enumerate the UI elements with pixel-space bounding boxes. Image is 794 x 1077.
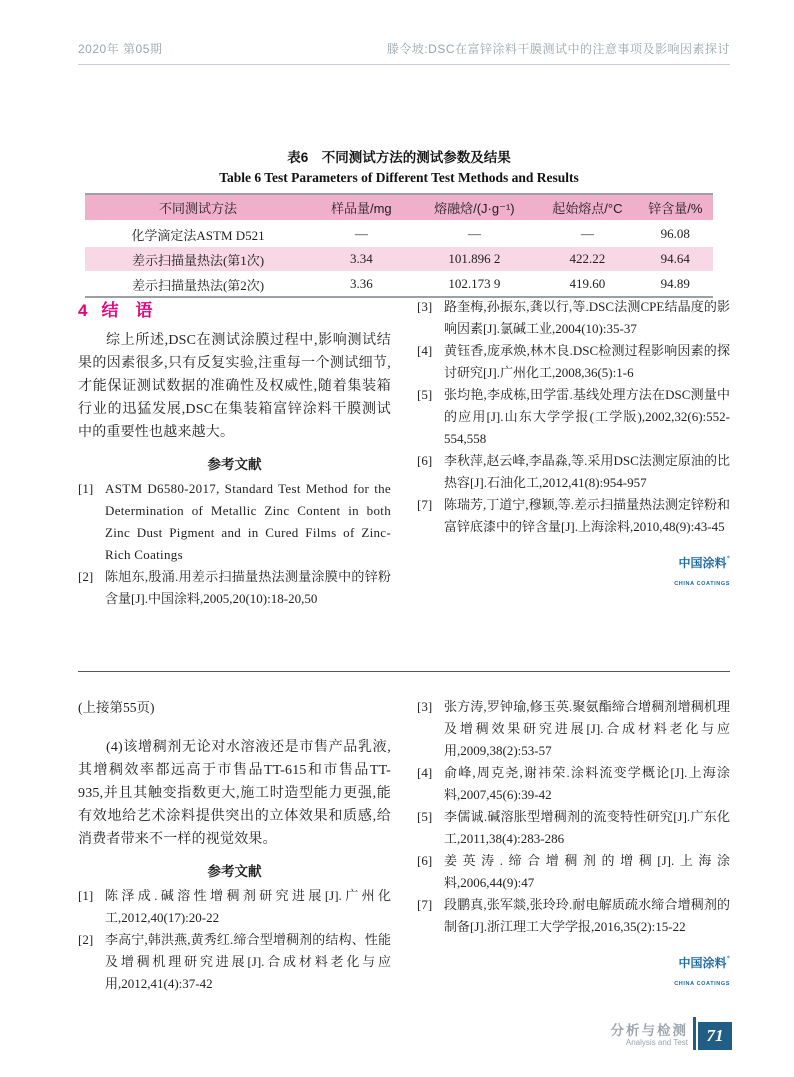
reference-number: [5] xyxy=(417,387,433,402)
reference-item xyxy=(417,762,730,806)
table-title-cn: 表6 不同测试方法的测试参数及结果 xyxy=(287,150,511,165)
reference-item xyxy=(417,384,730,450)
running-title: 滕令坡:DSC在富锌涂料干膜测试中的注意事项及影响因素探讨 xyxy=(386,42,730,56)
table-cell: — xyxy=(354,226,368,241)
table-cell: 化学滴定法ASTM D521 xyxy=(131,227,265,243)
reference-text: 陈瑞芳,丁道宁,穆颖,等.差示扫描量热法测定锌粉和富锌底漆中的锌含量[J].上海涂料,2010,48(9):43-45 xyxy=(444,497,730,534)
table-cell: 差示扫描量热法(第1次) xyxy=(85,246,311,272)
table-cell: 101.896 2 xyxy=(412,246,538,272)
reference-number: [6] xyxy=(417,453,433,468)
reference-number: [4] xyxy=(417,765,433,780)
reference-text: 段鹏真,张军燚,张玲玲.耐电解质疏水缔合增稠剂的制备[J].浙江理工大学学报,2016,35(2):15-22 xyxy=(444,897,730,934)
table-row xyxy=(85,246,713,272)
reference-text: 路奎梅,孙振东,龚以行,等.DSC法测CPE结晶度的影响因素[J].氯碱工业,2004(10):35-37 xyxy=(444,299,730,336)
table-cell: 差示扫描量热法(第2次) xyxy=(131,277,265,293)
reference-text: 俞峰,周克尧,谢祎荣.涂料流变学概论[J].上海涂料,2007,45(6):39-42 xyxy=(444,765,730,802)
column-header: 熔融焓/(J·g⁻¹) xyxy=(412,195,538,222)
reference-number: [5] xyxy=(417,809,433,824)
reference-item xyxy=(78,478,391,566)
logo-cn-text: 中国涂料 xyxy=(678,956,727,970)
footer-section-en: Analysis and Test xyxy=(625,1038,688,1047)
reference-item xyxy=(78,929,391,995)
continuation-note: (上接第55页) xyxy=(78,700,155,715)
table-cell: 419.60 xyxy=(569,276,606,291)
reference-text: 李儒诚.碱溶胀型增稠剂的流变特性研究[J].广东化工,2011,38(4):283-286 xyxy=(444,809,730,846)
reference-text: 李秋萍,赵云峰,李晶淼,等.采用DSC法测定原油的比热容[J].石油化工,2012,41(8):954-957 xyxy=(444,453,730,490)
table-row xyxy=(85,222,713,246)
table-cell: 3.34 xyxy=(311,246,411,272)
table-cell: — xyxy=(580,226,594,241)
reference-item xyxy=(417,450,730,494)
table-cell: 102.173 9 xyxy=(448,276,501,291)
article2-right-column xyxy=(417,696,730,995)
table-cell: 94.64 xyxy=(638,246,713,272)
reference-item xyxy=(417,850,730,894)
body-paragraph: (4)该增稠剂无论对水溶液还是市售产品乳液,其增稠效率都远高于市售品TT-615和市售品TT-935,并且其触变指数更大,施工时造型能力更强,能有效地给艺术涂料提供突出的立体效果和质感,给消费者带来不一样的视觉效果。 xyxy=(78,740,391,847)
reference-text: 姜英涛.缔合增稠剂的增稠[J].上海涂料,2006,44(9):47 xyxy=(444,853,730,890)
section-divider xyxy=(78,671,730,672)
reference-text: ASTM D6580-2017, Standard Test Method for the Determination of Metallic Zinc Content in both Zinc Dust Pigment and in Cured Films of Zinc-Rich Coatings xyxy=(105,481,391,562)
reference-item xyxy=(417,494,730,538)
reference-item xyxy=(417,806,730,850)
section-title: 结 语 xyxy=(101,301,153,320)
reference-text: 张均艳,李成栋,田学雷.基线处理方法在DSC测量中的应用[J].山东大学学报(工学版),2002,32(6):552-554,558 xyxy=(444,387,730,446)
reference-number: [2] xyxy=(78,932,94,947)
reference-text: 李高宁,韩洪燕,黄秀红.缔合型增稠剂的结构、性能及增稠机理研究进展[J].合成材料老化与应用,2012,41(4):37-42 xyxy=(105,932,391,991)
column-header: 不同测试方法 xyxy=(85,195,311,222)
article2-left-column xyxy=(78,696,391,995)
references-heading: 参考文献 xyxy=(207,457,262,472)
column-header: 样品量/mg xyxy=(311,195,411,222)
reference-number: [7] xyxy=(417,497,433,512)
footer-section-label xyxy=(611,1024,689,1048)
reference-text: 张方涛,罗钟瑜,修玉英.聚氨酯缔合增稠剂增稠机理及增稠效果研究进展[J].合成材料老化与应用,2009,38(2):53-57 xyxy=(444,699,730,758)
table-title-en: Table 6 Test Parameters of Different Test Methods and Results xyxy=(219,170,579,185)
article1-right-column xyxy=(417,296,730,610)
page-number: 71 xyxy=(706,1026,724,1045)
article1-left-column xyxy=(78,296,391,610)
page-footer xyxy=(611,1022,733,1050)
table-cell: — xyxy=(467,226,481,241)
reference-number: [1] xyxy=(78,481,94,496)
results-table xyxy=(85,193,713,298)
table-cell: 422.22 xyxy=(537,246,637,272)
china-coatings-logo xyxy=(417,554,730,589)
footer-section-cn: 分析与检测 xyxy=(610,1023,688,1038)
column-header: 锌含量/% xyxy=(638,195,713,222)
section-heading xyxy=(78,296,391,321)
logo-cn-text: 中国涂料 xyxy=(678,556,727,570)
logo-trademark: * xyxy=(726,554,730,563)
reference-number: [3] xyxy=(417,699,433,714)
article2-section xyxy=(78,696,730,995)
reference-text: 黄钰香,庞承焕,林木良.DSC检测过程影响因素的探讨研究[J].广州化工,2008,36(5):1-6 xyxy=(444,343,730,380)
logo-trademark: * xyxy=(726,954,730,963)
reference-number: [4] xyxy=(417,343,433,358)
section-number: 4 xyxy=(78,301,88,320)
reference-text: 陈旭东,殷涌.用差示扫描量热法测量涂膜中的锌粉含量[J].中国涂料,2005,20(10):18-20,50 xyxy=(105,569,391,606)
table-cell: 3.36 xyxy=(349,276,373,291)
reference-number: [2] xyxy=(78,569,94,584)
table-cell: 94.89 xyxy=(660,276,690,291)
conclusion-paragraph: 综上所述,DSC在测试涂膜过程中,影响测试结果的因素很多,只有反复实验,注重每一个测试细节,才能保证测试数据的准确性及权威性,随着集装箱行业的迅猛发展,DSC在集装箱富锌涂料干膜测试中的重要性也越来越大。 xyxy=(78,333,391,440)
reference-number: [7] xyxy=(417,897,433,912)
page-number-box xyxy=(698,1022,732,1050)
article1-section xyxy=(78,296,730,668)
column-header: 起始熔点/°C xyxy=(537,195,637,222)
reference-item xyxy=(417,340,730,384)
reference-text: 陈泽成.碱溶性增稠剂研究进展[J].广州化工,2012,40(17):20-22 xyxy=(105,888,391,925)
reference-item xyxy=(78,566,391,610)
reference-number: [6] xyxy=(417,853,433,868)
table-header-row xyxy=(85,195,713,222)
reference-number: [1] xyxy=(78,888,94,903)
reference-item xyxy=(417,696,730,762)
logo-en-text: CHINA COATINGS xyxy=(674,980,730,987)
table-row xyxy=(85,272,713,296)
china-coatings-logo xyxy=(417,954,730,989)
logo-en-text: CHINA COATINGS xyxy=(674,580,730,587)
reference-number: [3] xyxy=(417,299,433,314)
table-cell: 96.08 xyxy=(660,226,690,241)
table-block xyxy=(85,146,713,298)
reference-item xyxy=(417,894,730,938)
reference-item xyxy=(78,885,391,929)
issue-info: 2020年 第05期 xyxy=(78,42,163,56)
page-header xyxy=(78,40,730,65)
reference-item xyxy=(417,296,730,340)
references-heading: 参考文献 xyxy=(207,864,262,879)
